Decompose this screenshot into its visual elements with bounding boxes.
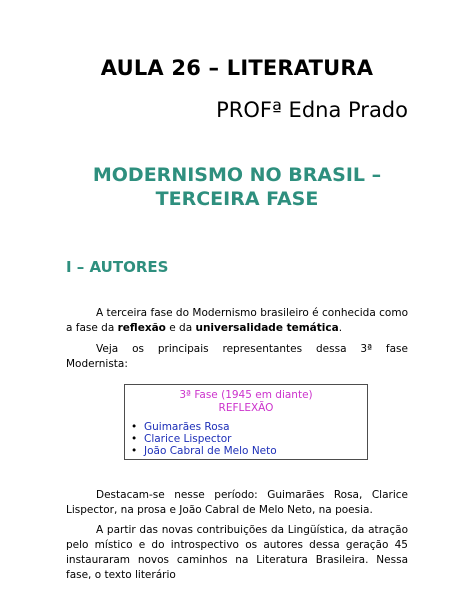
intro-bold-universalidade: universalidade temática: [195, 322, 339, 334]
representatives-paragraph: [66, 342, 408, 372]
section-heading: I – AUTORES: [66, 258, 169, 276]
list-item: [131, 421, 367, 433]
box-heading: [125, 389, 367, 415]
highlights-text: Destacam-se nesse período: Guimarães Rosa, Clarice Lispector, na prosa e João Cabral de Melo Neto, na poesia.: [66, 489, 408, 516]
author-name: João Cabral de Melo Neto: [144, 445, 277, 457]
subject-heading-line-2: TERCEIRA FASE: [155, 188, 319, 210]
intro-text-e: .: [338, 322, 343, 334]
box-heading-period: 3ª Fase (1945 em diante): [179, 389, 313, 401]
bullet-icon: •: [131, 433, 138, 445]
intro-bold-reflexao: reflexão: [117, 322, 166, 334]
subject-heading-line-1: MODERNISMO NO BRASIL –: [92, 164, 382, 186]
representatives-text: Veja os principais representantes dessa 3ª fase Modernista:: [66, 343, 408, 370]
author-name: Guimarães Rosa: [144, 421, 230, 433]
list-item: [131, 433, 367, 445]
list-item: [131, 445, 367, 457]
author-list: [125, 421, 367, 457]
author-name: Clarice Lispector: [144, 433, 232, 445]
contributions-text: A partir das novas contribuições da Lingüística, da atração pelo místico e do introspectivo os autores dessa geração 45 instauraram novos caminhos na Literatura Brasileira. Nessa fase, o texto literário: [66, 524, 408, 581]
bullet-icon: •: [131, 445, 138, 457]
highlights-paragraph: [66, 488, 408, 518]
phase-summary-box: [124, 384, 368, 460]
box-heading-theme: REFLEXÃO: [218, 402, 274, 414]
intro-text-c: e da: [165, 322, 196, 334]
intro-paragraph: [66, 306, 408, 336]
lesson-title: AULA 26 – LITERATURA: [100, 56, 374, 80]
bullet-icon: •: [131, 421, 138, 433]
contributions-paragraph: [66, 523, 408, 583]
professor-name: PROFª Edna Prado: [216, 98, 408, 122]
intro-text-a: A terceira fase do Modernismo brasileiro é conhecida como a fase da: [66, 307, 408, 334]
